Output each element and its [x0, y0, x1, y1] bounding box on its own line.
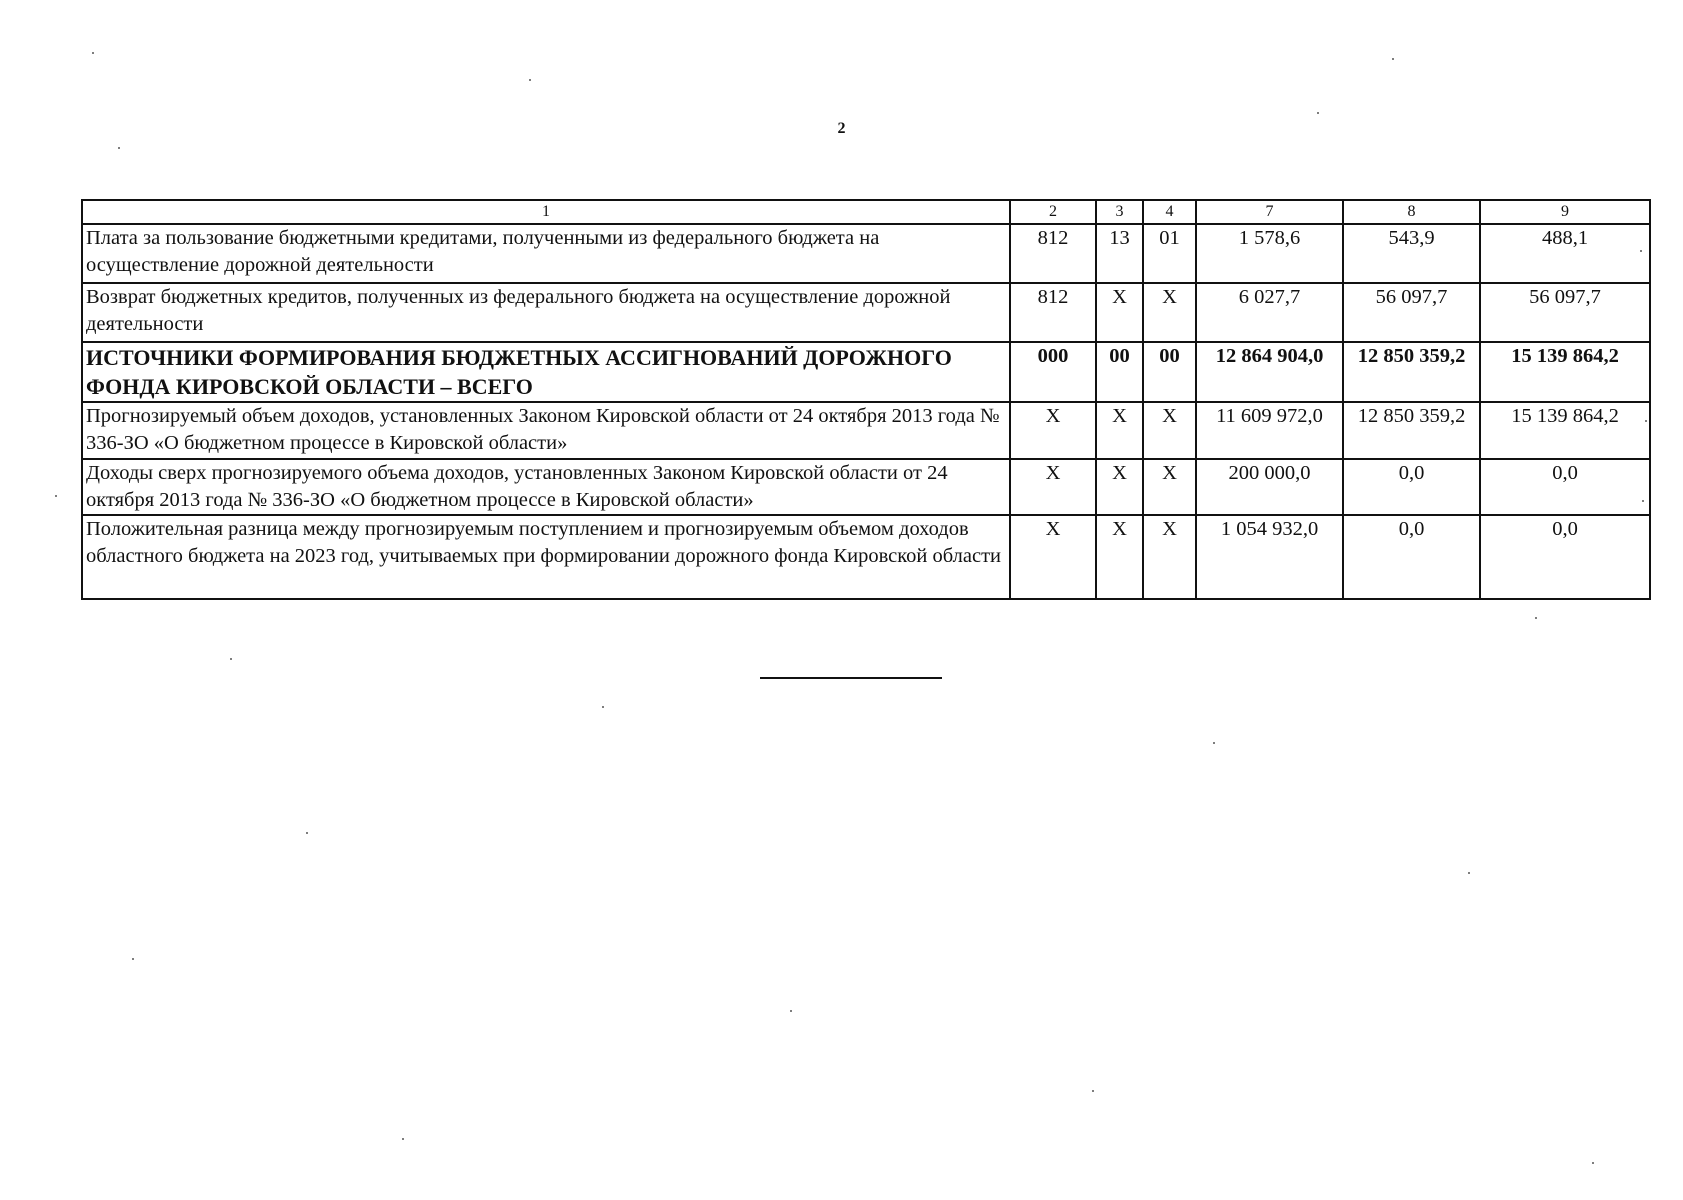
table-row — [82, 224, 1650, 283]
scan-speck — [1645, 420, 1647, 422]
amount-col9-cell: 0,0 — [1480, 515, 1650, 599]
row-description: ИСТОЧНИКИ ФОРМИРОВАНИЯ БЮДЖЕТНЫХ АССИГНОВАНИЙ ДОРОЖНОГО ФОНДА КИРОВСКОЙ ОБЛАСТИ – ВСЕГО — [82, 342, 1010, 402]
scan-speck — [1640, 250, 1642, 252]
amount-col7-cell: 11 609 972,0 — [1196, 402, 1343, 459]
scan-speck — [132, 958, 134, 960]
admin-code-cell: 000 — [1010, 342, 1096, 402]
scan-speck — [1092, 1090, 1094, 1092]
admin-code-cell: 812 — [1010, 224, 1096, 283]
scan-speck — [1213, 742, 1215, 744]
subsection-code-cell: X — [1143, 402, 1196, 459]
amount-col8-cell: 12 850 359,2 — [1343, 342, 1480, 402]
admin-code-cell: X — [1010, 459, 1096, 515]
section-code-cell: X — [1096, 515, 1143, 599]
scan-speck — [92, 52, 94, 54]
amount-col8-cell: 56 097,7 — [1343, 283, 1480, 342]
scan-speck — [230, 658, 232, 660]
column-number-header: 8 — [1343, 200, 1480, 224]
section-code-cell: 13 — [1096, 224, 1143, 283]
column-number-header: 1 — [82, 200, 1010, 224]
amount-col8-cell: 12 850 359,2 — [1343, 402, 1480, 459]
column-number-header: 2 — [1010, 200, 1096, 224]
subsection-code-cell: X — [1143, 515, 1196, 599]
amount-col7-cell: 6 027,7 — [1196, 283, 1343, 342]
section-code-cell: X — [1096, 459, 1143, 515]
amount-col9-cell: 15 139 864,2 — [1480, 402, 1650, 459]
end-of-document-rule — [760, 677, 942, 679]
amount-col7-cell: 1 578,6 — [1196, 224, 1343, 283]
scan-speck — [118, 147, 120, 149]
amount-col7-cell: 12 864 904,0 — [1196, 342, 1343, 402]
amount-col9-cell: 488,1 — [1480, 224, 1650, 283]
admin-code-cell: X — [1010, 515, 1096, 599]
amount-col9-cell: 56 097,7 — [1480, 283, 1650, 342]
row-description: Доходы сверх прогнозируемого объема доходов, установленных Законом Кировской области от 24 октября 2013 года № 336-ЗО «О бюджетном процессе в Кировской области» — [82, 459, 1010, 515]
scan-speck — [1642, 500, 1644, 502]
scan-speck — [1592, 1162, 1594, 1164]
scan-speck — [790, 1010, 792, 1012]
subsection-code-cell: X — [1143, 459, 1196, 515]
row-description: Прогнозируемый объем доходов, установленных Законом Кировской области от 24 октября 2013 года № 336-ЗО «О бюджетном процессе в Кировской области» — [82, 402, 1010, 459]
admin-code-cell: X — [1010, 402, 1096, 459]
scan-speck — [1535, 617, 1537, 619]
row-description: Положительная разница между прогнозируемым поступлением и прогнозируемым объемом доходов областного бюджета на 2023 год, учитываемых при формировании дорожного фонда Кировской области — [82, 515, 1010, 599]
amount-col9-cell: 0,0 — [1480, 459, 1650, 515]
table-row — [82, 459, 1650, 515]
page-number: 2 — [837, 120, 846, 137]
table-row — [82, 402, 1650, 459]
scan-speck — [306, 832, 308, 834]
section-code-cell: X — [1096, 402, 1143, 459]
column-number-header: 4 — [1143, 200, 1196, 224]
scan-speck — [402, 1138, 404, 1140]
amount-col7-cell: 200 000,0 — [1196, 459, 1343, 515]
column-number-row — [82, 200, 1650, 224]
amount-col7-cell: 1 054 932,0 — [1196, 515, 1343, 599]
scan-speck — [55, 495, 57, 497]
column-number-header: 7 — [1196, 200, 1343, 224]
scan-speck — [602, 706, 604, 708]
scan-speck — [529, 79, 531, 81]
table-row — [82, 283, 1650, 342]
amount-col9-cell: 15 139 864,2 — [1480, 342, 1650, 402]
column-number-header: 9 — [1480, 200, 1650, 224]
row-description: Возврат бюджетных кредитов, полученных из федерального бюджета на осуществление дорожной деятельности — [82, 283, 1010, 342]
total-row — [82, 342, 1650, 402]
scan-speck — [1468, 872, 1470, 874]
amount-col8-cell: 543,9 — [1343, 224, 1480, 283]
scan-speck — [1392, 58, 1394, 60]
budget-sources-table — [81, 199, 1651, 600]
column-number-header: 3 — [1096, 200, 1143, 224]
amount-col8-cell: 0,0 — [1343, 459, 1480, 515]
section-code-cell: X — [1096, 283, 1143, 342]
subsection-code-cell: 01 — [1143, 224, 1196, 283]
scan-speck — [1317, 112, 1319, 114]
subsection-code-cell: X — [1143, 283, 1196, 342]
admin-code-cell: 812 — [1010, 283, 1096, 342]
section-code-cell: 00 — [1096, 342, 1143, 402]
amount-col8-cell: 0,0 — [1343, 515, 1480, 599]
table-row — [82, 515, 1650, 599]
subsection-code-cell: 00 — [1143, 342, 1196, 402]
row-description: Плата за пользование бюджетными кредитами, полученными из федерального бюджета на осуществление дорожной деятельности — [82, 224, 1010, 283]
